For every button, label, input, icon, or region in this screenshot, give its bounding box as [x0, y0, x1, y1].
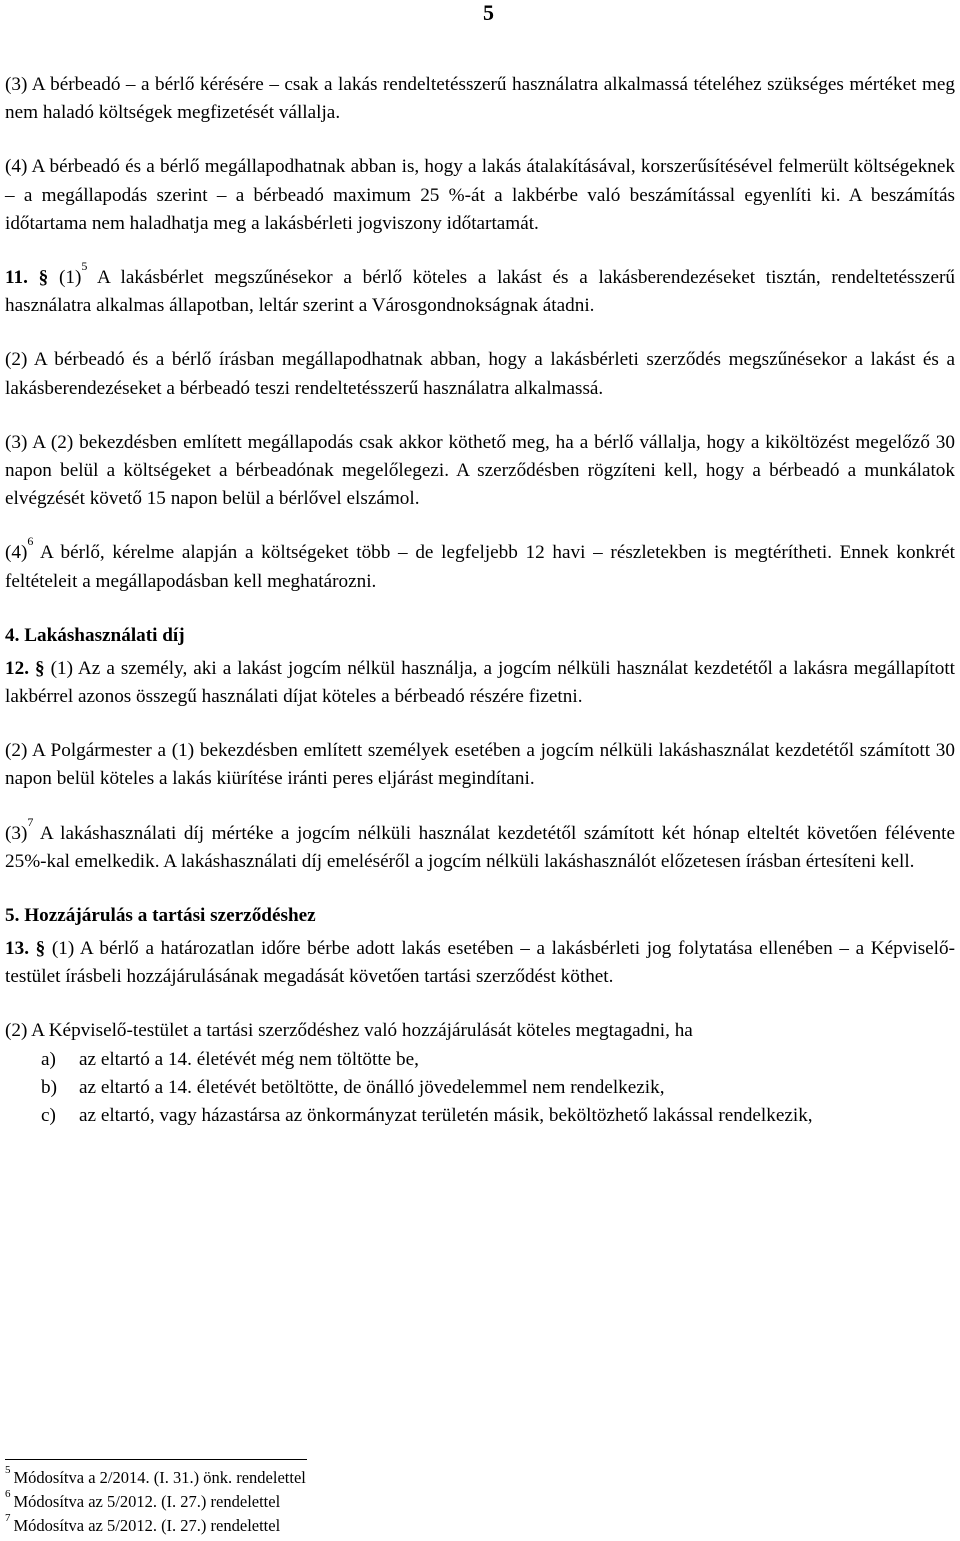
footnote-text: Módosítva a 2/2014. (I. 31.) önk. rendelettel [13, 1468, 306, 1487]
footnote [5, 1490, 306, 1514]
page-number: 5 [483, 0, 494, 25]
footnote-number: 6 [5, 1488, 11, 1501]
footnotes [5, 1466, 306, 1539]
paragraph-text: A lakáshasználati díj mértéke a jogcím nélküli használat kezdetétől számított két hónap elteltét követően félévente 25%-kal emelkedik. A lakáshasználati díj emeléséről a jogcím nélküli lakáshasználót előzetesen írásban értesíteni kell. [5, 822, 955, 872]
section-11-paragraph-4 [5, 534, 955, 595]
section-11-paragraph-1 [5, 259, 955, 320]
list-item-text: az eltartó a 14. életévét még nem töltötte be, [79, 1048, 419, 1070]
footnote-text: Módosítva az 5/2012. (I. 27.) rendelettel [13, 1516, 281, 1536]
footnote-ref: 5 [81, 259, 88, 274]
document-body [5, 71, 955, 1130]
paragraph-4: (4) A bérbeadó és a bérlő megállapodhatnak abban is, hogy a lakás átalakításával, korszerűsítésével felmerült költségeknek – a megállapodás szerint – a bérbeadó maximum 25 %-át a lakbérbe való beszámítással egyenlíti ki. A beszámítás időtartama nem haladhatja meg a lakásbérleti jogviszony időtartamát. [5, 156, 955, 234]
footnote-text: Módosítva az 5/2012. (I. 27.) rendelettel [13, 1492, 281, 1512]
section-number: 12. § [5, 657, 45, 679]
section-13-paragraph-2: (2) A Képviselő-testület a tartási szerződéshez való hozzájárulását köteles megtagadni, ha [5, 1020, 693, 1042]
list-marker: c) [41, 1105, 56, 1127]
list-item [5, 1046, 955, 1074]
section-12-paragraph-3 [5, 814, 955, 876]
list-marker: b) [41, 1076, 57, 1098]
chapter-heading-4: 4. Lakáshasználati díj [5, 624, 185, 646]
subsection-label: (1) [58, 267, 82, 289]
list-marker: a) [41, 1048, 56, 1070]
footnote-number: 5 [5, 1464, 11, 1476]
section-12-paragraph-1 [5, 655, 955, 711]
section-11-paragraph-3: (3) A (2) bekezdésben említett megállapodás csak akkor köthető meg, ha a bérlő vállalja, hogy a kiköltözést megelőző 30 napon belül a költségeket a bérbeadónak megelőlegezi. A szerződésben rögzíteni kell, hogy a bérbeadó a munkálatok elvégzését követő 15 napon belül a bérlővel elszámol. [5, 431, 955, 510]
footnote-separator [5, 1459, 307, 1460]
list-item-text: az eltartó, vagy házastársa az önkormányzat területén másik, beköltözhető lakással rendelkezik, [79, 1105, 813, 1127]
footnote-ref: 6 [27, 534, 34, 549]
subsection-label: (4) [5, 542, 28, 564]
paragraph-text: (1) A bérlő a határozatlan időre bérbe adott lakás esetében – a lakásbérleti jog folytatása ellenében – a Képviselő-testület írásbeli hozzájárulásának megadását követően tartási szerződést köthet. [5, 938, 955, 988]
section-number: 11. § [5, 267, 49, 289]
paragraph-text: (1) Az a személy, aki a lakást jogcím nélkül használja, a jogcím nélküli használat kezdetétől a lakásra megállapított lakbérrel azonos összegű használati díjat köteles a bérbeadó részére fizetni. [5, 657, 955, 708]
chapter-heading-5: 5. Hozzájárulás a tartási szerződéshez [5, 905, 316, 927]
list-item [5, 1102, 955, 1130]
section-11-paragraph-2: (2) A bérbeadó és a bérlő írásban megállapodhatnak abban, hogy a lakásbérleti szerződés megszűnésekor a lakást és a lakásberendezéseket a bérbeadó teszi rendeltetésszerű használatra alkalmassá. [5, 349, 955, 399]
list-item-text: az eltartó a 14. életévét betöltötte, de önálló jövedelemmel nem rendelkezik, [79, 1076, 665, 1098]
list-item [5, 1074, 955, 1102]
footnote-ref: 7 [27, 814, 34, 829]
section-13-paragraph-1 [5, 935, 955, 991]
paragraph-3: (3) A bérbeadó – a bérlő kérésére – csak a lakás rendeltetésszerű használatra alkalmassá tételéhez szükséges mértéket meg nem haladó költségek megfizetését vállalja. [5, 74, 955, 124]
subsection-label: (3) [5, 822, 28, 844]
paragraph-text: A lakásbérlet megszűnésekor a bérlő köteles a lakást és a lakásberendezéseket tisztán, rendeltetésszerű használatra alkalmas állapotban, leltár szerint a Városgondnokságnak átadni. [5, 267, 955, 317]
section-number: 13. § [5, 938, 46, 960]
paragraph-text: A bérlő, kérelme alapján a költségeket több – de legfeljebb 12 havi – részletekben is megtérítheti. Ennek konkrét feltételeit a megállapodásban kell meghatározni. [5, 542, 955, 592]
footnote [5, 1466, 306, 1490]
section-12-paragraph-2: (2) A Polgármester a (1) bekezdésben említett személyek esetében a jogcím nélküli lakáshasználat kezdetétől számított 30 napon belül köteles a lakás kiürítése iránti peres eljárást megindítani. [5, 740, 955, 790]
footnote-number: 7 [5, 1512, 11, 1525]
footnote [5, 1514, 306, 1538]
condition-list [5, 1046, 955, 1131]
